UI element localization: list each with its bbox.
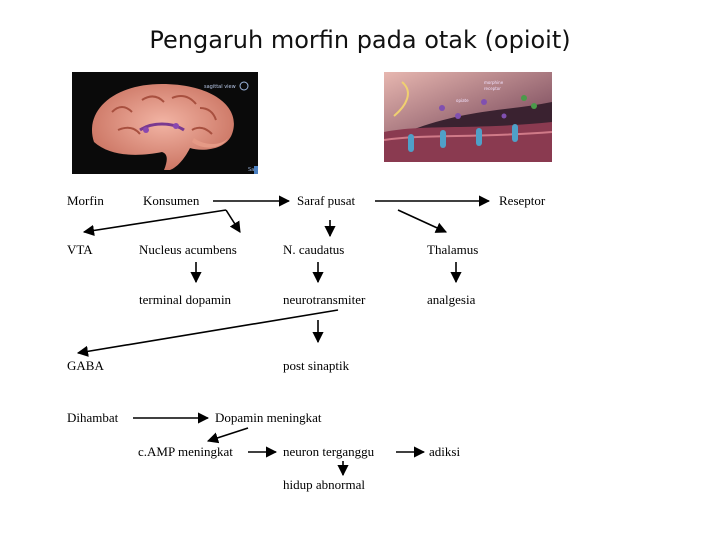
node-nucleus-acumbens: Nucleus acumbens [139,242,237,257]
arrow-to-vta [84,210,226,232]
brain-image-label: sagittal view [204,84,236,90]
node-vta: VTA [67,242,93,257]
synapse-label: morphine [484,80,504,85]
node-hidup-abnormal: hidup abnormal [283,477,365,492]
node-neurotransmiter: neurotransmiter [283,292,366,307]
node-adiksi: adiksi [429,444,461,459]
page-title: Pengaruh morfin pada otak (opioit) [149,26,571,54]
node-dopamin-meningkat: Dopamin meningkat [215,410,322,425]
node-morfin: Morfin [67,193,104,208]
synapse-label: receptor [484,86,501,91]
node-terminal-dopamin: terminal dopamin [139,292,232,307]
node-thalamus: Thalamus [427,242,479,257]
node-gaba: GABA [67,358,104,373]
brain-image-mark: Sa [248,167,255,173]
node-neuron-terganggu: neuron terganggu [283,444,375,459]
arrow-to-thalamus [398,210,446,232]
node-camp-meningkat: c.AMP meningkat [138,444,233,459]
arrow-dopamin-camp [208,428,248,441]
node-analgesia: analgesia [427,292,476,307]
node-n-caudatus: N. caudatus [283,242,345,257]
arrow-to-gaba [78,310,338,353]
synapse-label: opiate [456,98,469,103]
node-saraf-pusat: Saraf pusat [297,193,356,208]
node-dihambat: Dihambat [67,410,119,425]
node-konsumen: Konsumen [143,193,200,208]
node-reseptor: Reseptor [499,193,546,208]
node-post-sinaptik: post sinaptik [283,358,350,373]
arrow-to-nucleus [226,210,240,232]
